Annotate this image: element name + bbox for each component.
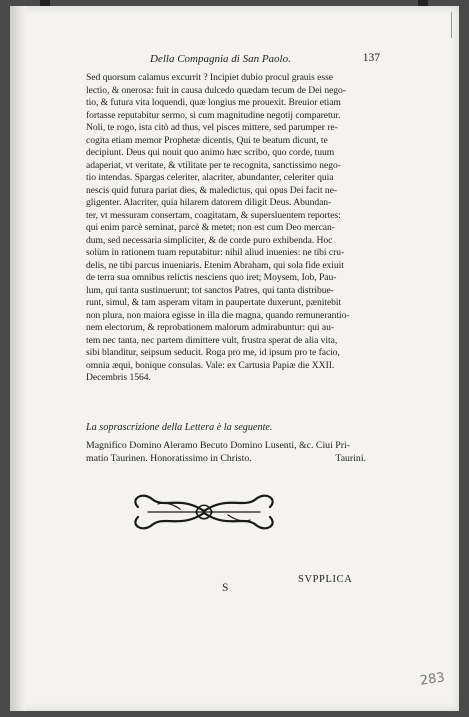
address-city: Taurini. (335, 452, 366, 464)
address-line: Magnifico Domino Aleramo Becuto Domino Lusenti, &c. Ciui Pri- (86, 440, 350, 451)
body-line: decipiunt. Deus qui nouit quo animo hæc scribo, quo corde, tuum (86, 147, 335, 158)
body-line: adaperiat, vt veritate, & vtilitate per te recognita, sanctissimo nego- (86, 159, 341, 171)
body-line: nescis quid futura pariat dies, & maledictus, qui opus Dei facit ne- (86, 184, 338, 196)
body-line: solùm in rationem tuam reputabitur: nihil aliud inuenies: ne tibi cru- (86, 247, 345, 258)
body-line: sibi blanditur, seipsum seducit. Roga pro me, id ipsum pro te facio, (86, 347, 340, 358)
address-line: matio Taurinen. Honoratissimo in Christo. (86, 452, 252, 464)
subscription-heading: La soprascrizione della Lettera è la seguente. (86, 422, 273, 433)
signature-mark: S (222, 582, 229, 594)
running-title: Della Compagnia di San Paolo. (150, 53, 291, 65)
body-line: Decembris 1564. (86, 372, 151, 383)
body-line: dum, sed necessaria simpliciter, & de corde puro exhibenda. Hoc (86, 234, 333, 246)
body-line: tio, & futura vita loquendi, quæ longius me prouexit. Breuior etiam (86, 97, 341, 108)
page-number: 137 (362, 52, 380, 64)
body-line: fortasse reputabitur sermo, si cum magnitudine negotij comparetur. (86, 109, 341, 121)
page-edge-mark (451, 12, 460, 38)
body-line: gligenter. Alacriter, quia hilarem datorem diligit Deus. Abundan- (86, 197, 332, 208)
body-line: lum, qui tanta sustinuerunt; tot sanctos Patres, qui tanta distribue- (86, 284, 334, 296)
archive-number: 283 (419, 670, 446, 689)
body-line: de terra sua omnibus relictis nesciens quo iret; Moysem, Iob, Pau- (86, 272, 337, 283)
body-line: qui enim parcè seminat, parcè & metet; non est cum Deo mercan- (86, 222, 335, 233)
body-line: non plura, non maiora egisse in illa die magna, quando remunerantio- (86, 309, 350, 321)
body-line: nem electorum, & reprobationem malorum admirabuntur: qui au- (86, 322, 334, 333)
letter-body (86, 72, 366, 385)
body-line: lectio, & onerosa: fuit in causa dulcedo quædam tecum de Dei nego- (86, 84, 346, 96)
body-line: ter, vt messuram consertam, coagitatam, & supersluentem reportes: (86, 209, 341, 221)
body-line: omnia æqui, bonique consulas. Vale: ex Cartusia Papiæ die XXII. (86, 359, 335, 371)
body-line: cogita etiam memor Prophetæ dicentis, Qui te beatum dicunt, te (86, 134, 328, 146)
letter-address (86, 440, 366, 465)
page-gutter-shadow (10, 6, 26, 711)
body-line: runt, simul, & tam asperam vitam in paupertate duxerunt, pænitebit (86, 297, 342, 308)
body-line: tio intendas. Spargas celeriter, alacriter, abundanter, celeriter quia (86, 172, 334, 183)
body-line: Sed quorsum calamus excurrit ? Incipiet dubio procul grauis esse (86, 72, 333, 83)
body-line: tem nec tanta, nec partem dimittere vult, frustra sperat de alia vita, (86, 334, 338, 346)
body-line: Noli, te rogo, ista citò ad thus, vel pisces mittere, sed parumper re- (86, 122, 338, 133)
ornament-flourish-icon (130, 489, 278, 535)
body-line: delis, ne tibi parcus inueniaris. Etenim Abraham, qui sola fide exiuit (86, 259, 344, 271)
catchword: SVPPLICA (298, 574, 353, 585)
running-head (150, 53, 400, 69)
